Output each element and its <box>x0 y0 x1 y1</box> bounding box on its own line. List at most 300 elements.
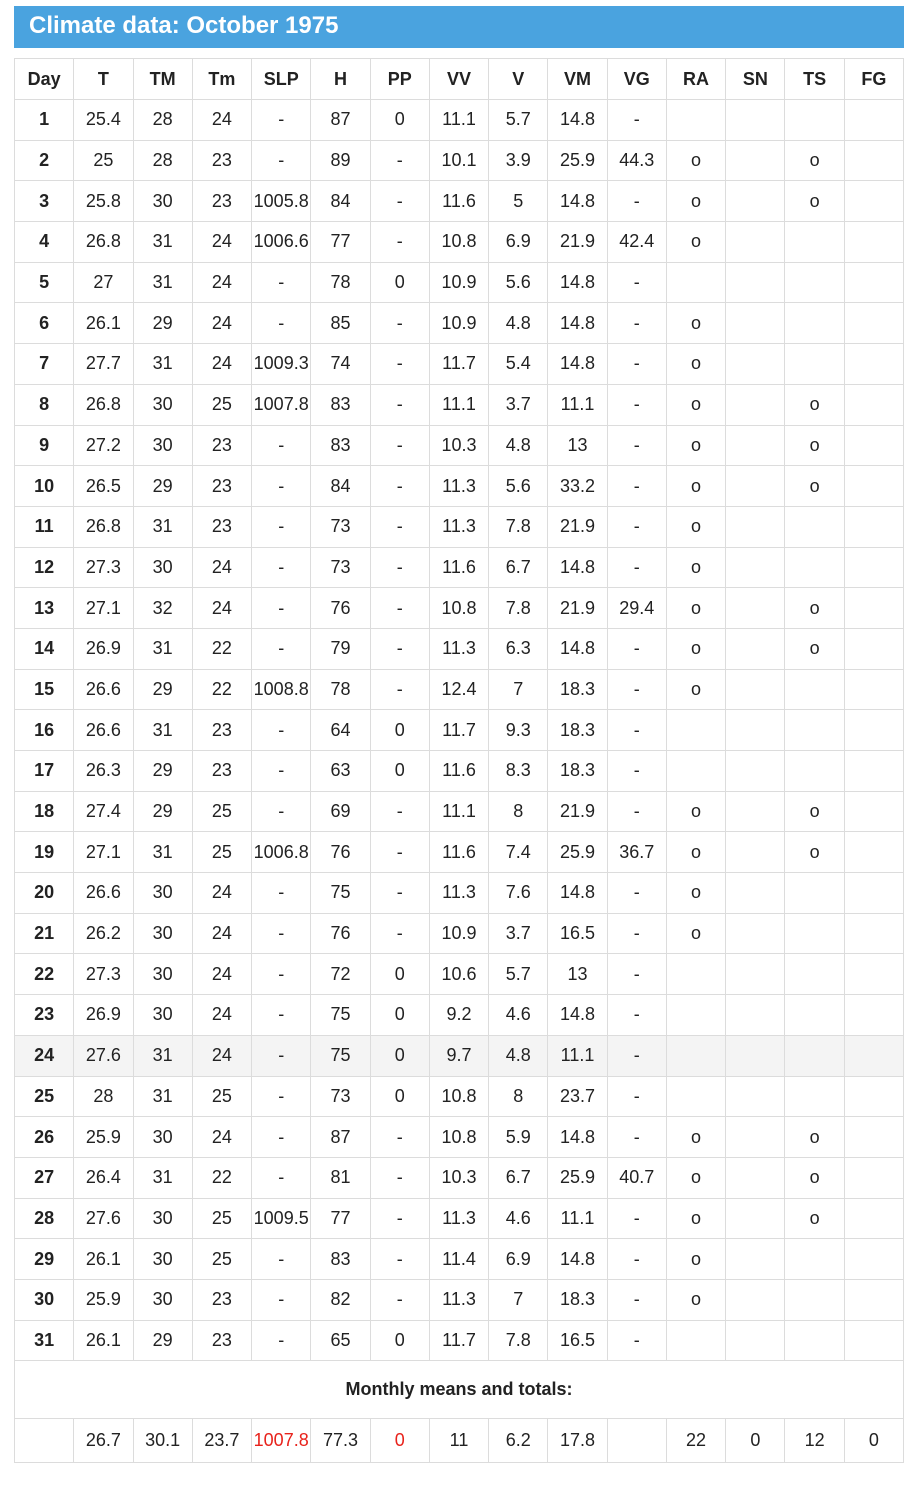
table-row <box>15 140 904 181</box>
cell-vv: 11.3 <box>429 466 488 507</box>
cell-fg <box>844 1198 903 1239</box>
cell-pp: - <box>370 588 429 629</box>
cell-vv: 11.1 <box>429 384 488 425</box>
cell-ts <box>785 1279 844 1320</box>
table-row <box>15 1198 904 1239</box>
cell-t: 26.5 <box>74 466 133 507</box>
cell-vv: 10.8 <box>429 222 488 263</box>
cell-vv: 12.4 <box>429 669 488 710</box>
climate-panel <box>14 6 904 1463</box>
cell-fg <box>844 669 903 710</box>
cell-sn <box>726 100 785 141</box>
cell-t: 27.3 <box>74 954 133 995</box>
cell-tm: 30 <box>133 954 192 995</box>
cell-h: 76 <box>311 588 370 629</box>
cell-vg: - <box>607 710 666 751</box>
cell-ts <box>785 222 844 263</box>
table-row <box>15 1279 904 1320</box>
cell-ra: o <box>666 1198 725 1239</box>
cell-tm: 24 <box>192 913 251 954</box>
cell-ts <box>785 710 844 751</box>
cell-fg <box>844 791 903 832</box>
cell-vv: 10.9 <box>429 913 488 954</box>
cell-vm: 33.2 <box>548 466 607 507</box>
cell-sn <box>726 547 785 588</box>
cell-h: 75 <box>311 1035 370 1076</box>
cell-fg <box>844 1035 903 1076</box>
cell-slp: - <box>252 506 311 547</box>
cell-tm: 30 <box>133 1239 192 1280</box>
summary-pp: 0 <box>370 1419 429 1463</box>
cell-vm: 14.8 <box>548 181 607 222</box>
cell-ts <box>785 344 844 385</box>
table-row <box>15 506 904 547</box>
cell-ra <box>666 995 725 1036</box>
cell-h: 89 <box>311 140 370 181</box>
cell-vv: 11.3 <box>429 873 488 914</box>
cell-fg <box>844 954 903 995</box>
cell-t: 26.3 <box>74 751 133 792</box>
cell-ts: o <box>785 1157 844 1198</box>
cell-slp: 1009.5 <box>252 1198 311 1239</box>
cell-h: 76 <box>311 913 370 954</box>
cell-vm: 21.9 <box>548 588 607 629</box>
summary-fg: 0 <box>844 1419 903 1463</box>
cell-vv: 11.1 <box>429 791 488 832</box>
cell-pp: - <box>370 222 429 263</box>
cell-fg <box>844 1279 903 1320</box>
cell-ra <box>666 1076 725 1117</box>
cell-pp: - <box>370 303 429 344</box>
cell-vm: 14.8 <box>548 1239 607 1280</box>
cell-tm: 23 <box>192 506 251 547</box>
cell-h: 78 <box>311 262 370 303</box>
cell-tm: 31 <box>133 262 192 303</box>
cell-h: 87 <box>311 100 370 141</box>
cell-vm: 23.7 <box>548 1076 607 1117</box>
cell-v: 7.8 <box>489 588 548 629</box>
cell-day: 31 <box>15 1320 74 1361</box>
cell-sn <box>726 1117 785 1158</box>
cell-v: 4.8 <box>489 425 548 466</box>
cell-tm: 29 <box>133 791 192 832</box>
cell-ra <box>666 1035 725 1076</box>
summary-tm: 23.7 <box>192 1419 251 1463</box>
cell-vm: 11.1 <box>548 1198 607 1239</box>
table-row <box>15 181 904 222</box>
cell-pp: - <box>370 669 429 710</box>
cell-tm: 30 <box>133 873 192 914</box>
cell-t: 25.8 <box>74 181 133 222</box>
cell-tm: 25 <box>192 791 251 832</box>
cell-t: 27 <box>74 262 133 303</box>
column-header-tm: Tm <box>192 59 251 100</box>
cell-fg <box>844 1320 903 1361</box>
column-header-h: H <box>311 59 370 100</box>
cell-vg: - <box>607 669 666 710</box>
summary-ts: 12 <box>785 1419 844 1463</box>
cell-pp: - <box>370 1157 429 1198</box>
cell-vv: 11.3 <box>429 628 488 669</box>
cell-sn <box>726 1320 785 1361</box>
cell-tm: 24 <box>192 954 251 995</box>
cell-vm: 14.8 <box>548 100 607 141</box>
cell-vg: - <box>607 751 666 792</box>
cell-day: 4 <box>15 222 74 263</box>
cell-h: 83 <box>311 384 370 425</box>
cell-h: 84 <box>311 466 370 507</box>
cell-vv: 10.3 <box>429 425 488 466</box>
cell-v: 5.7 <box>489 954 548 995</box>
cell-v: 6.7 <box>489 1157 548 1198</box>
column-header-tm: TM <box>133 59 192 100</box>
cell-t: 27.1 <box>74 832 133 873</box>
cell-tm: 23 <box>192 1279 251 1320</box>
cell-pp: - <box>370 344 429 385</box>
cell-vm: 14.8 <box>548 995 607 1036</box>
cell-fg <box>844 710 903 751</box>
cell-fg <box>844 588 903 629</box>
cell-ts <box>785 954 844 995</box>
cell-vg: - <box>607 466 666 507</box>
cell-h: 72 <box>311 954 370 995</box>
cell-tm: 29 <box>133 1320 192 1361</box>
cell-tm: 23 <box>192 1320 251 1361</box>
table-row <box>15 913 904 954</box>
cell-h: 73 <box>311 1076 370 1117</box>
cell-fg <box>844 995 903 1036</box>
cell-pp: - <box>370 873 429 914</box>
cell-vm: 21.9 <box>548 222 607 263</box>
cell-day: 8 <box>15 384 74 425</box>
cell-sn <box>726 588 785 629</box>
cell-tm: 31 <box>133 344 192 385</box>
column-header-slp: SLP <box>252 59 311 100</box>
cell-day: 9 <box>15 425 74 466</box>
cell-vv: 11.7 <box>429 344 488 385</box>
cell-vv: 11.7 <box>429 1320 488 1361</box>
cell-ra <box>666 1320 725 1361</box>
cell-vg: - <box>607 344 666 385</box>
cell-fg <box>844 547 903 588</box>
cell-vg: - <box>607 1035 666 1076</box>
cell-sn <box>726 1035 785 1076</box>
cell-pp: - <box>370 425 429 466</box>
cell-day: 12 <box>15 547 74 588</box>
cell-tm: 30 <box>133 1279 192 1320</box>
cell-vm: 11.1 <box>548 384 607 425</box>
cell-vm: 25.9 <box>548 140 607 181</box>
cell-vm: 14.8 <box>548 873 607 914</box>
cell-vg: - <box>607 1076 666 1117</box>
summary-row <box>15 1419 904 1463</box>
cell-tm: 29 <box>133 669 192 710</box>
cell-h: 77 <box>311 1198 370 1239</box>
cell-tm: 30 <box>133 1117 192 1158</box>
cell-v: 5.6 <box>489 262 548 303</box>
cell-t: 27.6 <box>74 1198 133 1239</box>
cell-day: 1 <box>15 100 74 141</box>
cell-vg: 36.7 <box>607 832 666 873</box>
cell-day: 19 <box>15 832 74 873</box>
cell-slp: - <box>252 1239 311 1280</box>
cell-slp: 1006.8 <box>252 832 311 873</box>
summary-vg <box>607 1419 666 1463</box>
cell-ra: o <box>666 628 725 669</box>
cell-sn <box>726 384 785 425</box>
column-header-vg: VG <box>607 59 666 100</box>
cell-ts: o <box>785 425 844 466</box>
cell-ts: o <box>785 466 844 507</box>
cell-tm: 30 <box>133 181 192 222</box>
cell-slp: - <box>252 303 311 344</box>
column-header-sn: SN <box>726 59 785 100</box>
cell-v: 4.6 <box>489 1198 548 1239</box>
cell-fg <box>844 262 903 303</box>
cell-pp: - <box>370 832 429 873</box>
cell-t: 26.8 <box>74 384 133 425</box>
cell-day: 21 <box>15 913 74 954</box>
cell-ts <box>785 1076 844 1117</box>
table-header-row <box>15 59 904 100</box>
cell-pp: - <box>370 628 429 669</box>
cell-ts <box>785 1035 844 1076</box>
table-row <box>15 995 904 1036</box>
cell-vm: 18.3 <box>548 1279 607 1320</box>
cell-v: 3.7 <box>489 384 548 425</box>
cell-ts <box>785 873 844 914</box>
cell-sn <box>726 669 785 710</box>
cell-t: 25 <box>74 140 133 181</box>
cell-v: 3.9 <box>489 140 548 181</box>
cell-tm: 24 <box>192 222 251 263</box>
cell-t: 26.6 <box>74 873 133 914</box>
cell-tm: 30 <box>133 384 192 425</box>
cell-pp: 0 <box>370 1035 429 1076</box>
table-row <box>15 710 904 751</box>
summary-vm: 17.8 <box>548 1419 607 1463</box>
cell-pp: - <box>370 547 429 588</box>
cell-tm: 31 <box>133 222 192 263</box>
cell-slp: - <box>252 791 311 832</box>
cell-vm: 18.3 <box>548 669 607 710</box>
cell-tm: 31 <box>133 1035 192 1076</box>
summary-t: 26.7 <box>74 1419 133 1463</box>
cell-tm: 24 <box>192 1117 251 1158</box>
cell-pp: - <box>370 1239 429 1280</box>
cell-tm: 23 <box>192 181 251 222</box>
summary-v: 6.2 <box>489 1419 548 1463</box>
cell-ts <box>785 1239 844 1280</box>
cell-v: 7.8 <box>489 1320 548 1361</box>
cell-pp: - <box>370 181 429 222</box>
cell-v: 9.3 <box>489 710 548 751</box>
cell-h: 84 <box>311 181 370 222</box>
cell-ra: o <box>666 506 725 547</box>
cell-t: 26.1 <box>74 303 133 344</box>
cell-v: 5 <box>489 181 548 222</box>
cell-t: 25.4 <box>74 100 133 141</box>
cell-ts: o <box>785 140 844 181</box>
summary-tm: 30.1 <box>133 1419 192 1463</box>
cell-vv: 11.3 <box>429 1198 488 1239</box>
summary-sn: 0 <box>726 1419 785 1463</box>
cell-sn <box>726 466 785 507</box>
cell-v: 8.3 <box>489 751 548 792</box>
cell-pp: - <box>370 384 429 425</box>
table-row <box>15 1157 904 1198</box>
cell-sn <box>726 1279 785 1320</box>
cell-pp: 0 <box>370 1076 429 1117</box>
cell-h: 79 <box>311 628 370 669</box>
cell-slp: - <box>252 954 311 995</box>
cell-t: 25.9 <box>74 1279 133 1320</box>
climate-table <box>14 58 904 1463</box>
cell-fg <box>844 140 903 181</box>
cell-tm: 25 <box>192 1076 251 1117</box>
cell-day: 15 <box>15 669 74 710</box>
cell-vg: - <box>607 547 666 588</box>
cell-v: 5.4 <box>489 344 548 385</box>
cell-tm: 29 <box>133 303 192 344</box>
page-title: Climate data: October 1975 <box>14 6 904 48</box>
cell-sn <box>726 262 785 303</box>
cell-tm: 30 <box>133 995 192 1036</box>
cell-ra: o <box>666 669 725 710</box>
cell-h: 87 <box>311 1117 370 1158</box>
cell-pp: - <box>370 140 429 181</box>
cell-vg: - <box>607 913 666 954</box>
cell-sn <box>726 710 785 751</box>
cell-pp: 0 <box>370 995 429 1036</box>
cell-h: 75 <box>311 995 370 1036</box>
cell-vm: 14.8 <box>548 344 607 385</box>
cell-ts: o <box>785 832 844 873</box>
cell-v: 6.9 <box>489 1239 548 1280</box>
table-row <box>15 547 904 588</box>
cell-vg: - <box>607 1239 666 1280</box>
cell-v: 6.7 <box>489 547 548 588</box>
cell-day: 25 <box>15 1076 74 1117</box>
cell-sn <box>726 425 785 466</box>
cell-tm: 31 <box>133 832 192 873</box>
cell-ts <box>785 547 844 588</box>
cell-h: 69 <box>311 791 370 832</box>
cell-slp: - <box>252 1279 311 1320</box>
cell-ra: o <box>666 832 725 873</box>
cell-slp: 1009.3 <box>252 344 311 385</box>
cell-tm: 29 <box>133 751 192 792</box>
cell-ra: o <box>666 384 725 425</box>
table-row <box>15 791 904 832</box>
cell-sn <box>726 873 785 914</box>
cell-vg: - <box>607 628 666 669</box>
cell-slp: 1005.8 <box>252 181 311 222</box>
summary-vv: 11 <box>429 1419 488 1463</box>
cell-vv: 10.1 <box>429 140 488 181</box>
cell-slp: - <box>252 873 311 914</box>
cell-ra: o <box>666 873 725 914</box>
cell-day: 24 <box>15 1035 74 1076</box>
cell-ra: o <box>666 303 725 344</box>
cell-vv: 10.9 <box>429 262 488 303</box>
cell-h: 74 <box>311 344 370 385</box>
cell-pp: - <box>370 791 429 832</box>
cell-day: 11 <box>15 506 74 547</box>
cell-vm: 25.9 <box>548 832 607 873</box>
cell-tm: 24 <box>192 995 251 1036</box>
cell-vv: 10.6 <box>429 954 488 995</box>
cell-fg <box>844 181 903 222</box>
summary-day <box>15 1419 74 1463</box>
cell-h: 85 <box>311 303 370 344</box>
cell-fg <box>844 344 903 385</box>
column-header-vm: VM <box>548 59 607 100</box>
cell-v: 7.4 <box>489 832 548 873</box>
cell-ts <box>785 262 844 303</box>
cell-tm: 24 <box>192 344 251 385</box>
table-row <box>15 751 904 792</box>
column-header-t: T <box>74 59 133 100</box>
cell-tm: 25 <box>192 1198 251 1239</box>
table-row <box>15 1117 904 1158</box>
cell-slp: - <box>252 547 311 588</box>
cell-slp: - <box>252 1157 311 1198</box>
cell-sn <box>726 995 785 1036</box>
cell-h: 78 <box>311 669 370 710</box>
cell-ra: o <box>666 1117 725 1158</box>
summary-label: Monthly means and totals: <box>15 1361 904 1419</box>
cell-vg: - <box>607 1198 666 1239</box>
summary-ra: 22 <box>666 1419 725 1463</box>
cell-sn <box>726 791 785 832</box>
column-header-v: V <box>489 59 548 100</box>
cell-day: 29 <box>15 1239 74 1280</box>
cell-t: 27.2 <box>74 425 133 466</box>
cell-fg <box>844 222 903 263</box>
cell-h: 73 <box>311 506 370 547</box>
cell-vg: - <box>607 506 666 547</box>
cell-ra: o <box>666 791 725 832</box>
cell-v: 6.9 <box>489 222 548 263</box>
cell-vg: - <box>607 100 666 141</box>
cell-day: 23 <box>15 995 74 1036</box>
cell-vv: 10.9 <box>429 303 488 344</box>
table-row <box>15 222 904 263</box>
cell-ts: o <box>785 384 844 425</box>
cell-ts <box>785 303 844 344</box>
table-body <box>15 100 904 1361</box>
cell-day: 28 <box>15 1198 74 1239</box>
cell-pp: 0 <box>370 262 429 303</box>
cell-ts: o <box>785 181 844 222</box>
cell-fg <box>844 303 903 344</box>
cell-tm: 31 <box>133 1076 192 1117</box>
cell-t: 26.6 <box>74 669 133 710</box>
cell-tm: 23 <box>192 466 251 507</box>
cell-tm: 24 <box>192 588 251 629</box>
cell-v: 8 <box>489 791 548 832</box>
table-row <box>15 628 904 669</box>
cell-v: 8 <box>489 1076 548 1117</box>
cell-tm: 28 <box>133 140 192 181</box>
cell-pp: - <box>370 1198 429 1239</box>
cell-ra: o <box>666 913 725 954</box>
cell-slp: - <box>252 1320 311 1361</box>
table-row <box>15 384 904 425</box>
cell-day: 3 <box>15 181 74 222</box>
cell-vg: - <box>607 954 666 995</box>
